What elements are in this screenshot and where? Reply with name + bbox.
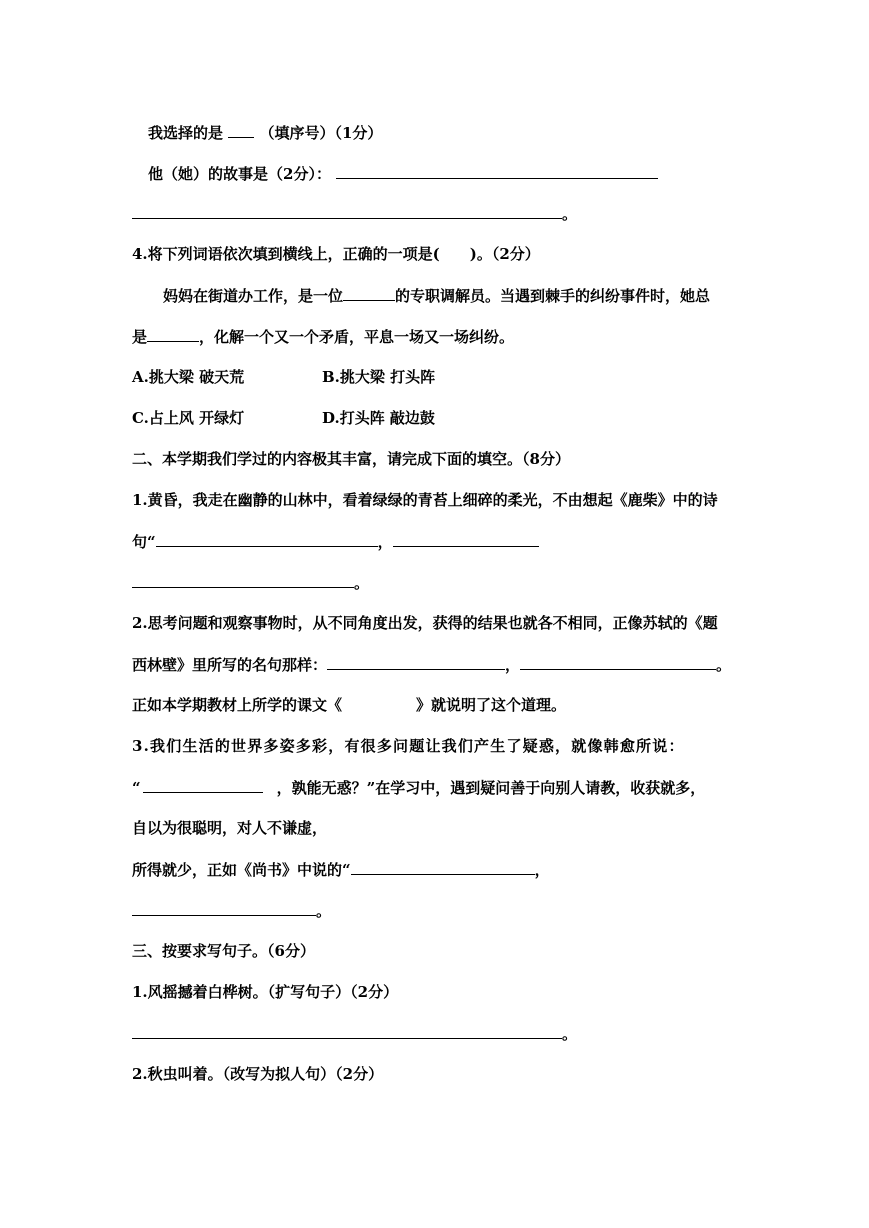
s2-q3-line-3: 自以为很聪明，对人不谦虚， <box>132 819 328 837</box>
s2-q1-line-2 <box>132 531 539 552</box>
period: 。 <box>354 574 370 592</box>
s2-q1-blank-2[interactable] <box>393 531 539 547</box>
period: 。 <box>562 1025 578 1043</box>
s3-q1-blank[interactable] <box>132 1023 562 1039</box>
story-line <box>148 163 658 184</box>
s2-q2-pre: 西林壁》里所写的名句那样： <box>132 656 328 674</box>
q4-paragraph-1 <box>163 285 710 306</box>
story-blank-2[interactable] <box>132 203 562 219</box>
s2-q2-line-1: 2.思考问题和观察事物时，从不同角度出发，获得的结果也就各不相同，正像苏轼的《题 <box>132 614 718 632</box>
s2-q1-pre: 句“ <box>132 533 156 551</box>
s2-q3-blank-2[interactable] <box>351 859 535 875</box>
s2-q1-line-3 <box>132 572 369 593</box>
q4-option-d: D.打头阵 敲边鼓 <box>322 409 435 427</box>
choice-post: （填序号）（1分） <box>259 124 383 142</box>
s3-q1-answer <box>132 1023 577 1044</box>
q4-p1-post: 的专职调解员。当遇到棘手的纠纷事件时，她总 <box>395 287 711 305</box>
s2-q1-blank-1[interactable] <box>156 531 378 547</box>
s2-q3-blank-3[interactable] <box>132 900 316 916</box>
q4-blank-2[interactable] <box>147 326 199 342</box>
s2-q2-blank-2[interactable] <box>520 654 716 670</box>
story-blank-1[interactable] <box>336 163 658 179</box>
section-3-title: 三、按要求写句子。（6分） <box>132 942 315 960</box>
section-2-title: 二、本学期我们学过的内容极其丰富，请完成下面的填空。（8分） <box>132 450 570 468</box>
s2-q3-line4-post: ， <box>534 861 550 879</box>
q4-option-a: A.挑大梁 破天荒 <box>132 368 245 386</box>
s2-q3-line2-post: ，孰能无惑？”在学习中，遇到疑问善于向别人请教，收获就多， <box>276 779 706 797</box>
story-line-2 <box>132 203 577 224</box>
comma: ， <box>505 656 521 674</box>
s2-q3-line-2 <box>132 777 705 798</box>
s2-q1-blank-3[interactable] <box>132 572 354 588</box>
q4-option-b: B.挑大梁 打头阵 <box>322 368 436 386</box>
s2-q1-line-1: 1.黄昏，我走在幽静的山林中，看着绿绿的青苔上细碎的柔光，不由想起《鹿柴》中的诗 <box>132 491 718 509</box>
s2-q3-blank-1[interactable] <box>143 777 263 793</box>
s3-q1: 1.风摇撼着白桦树。（扩写句子）（2分） <box>132 983 399 1001</box>
comma: ， <box>377 533 393 551</box>
q4-option-c: C.占上风 开绿灯 <box>132 409 245 427</box>
s2-q2-blank-1[interactable] <box>327 654 505 670</box>
period: 。 <box>716 656 732 674</box>
q4-p2-pre: 是 <box>132 328 148 346</box>
s2-q3-line-4 <box>132 859 550 880</box>
s2-q3-line-1: 3.我们生活的世界多姿多彩，有很多问题让我们产生了疑惑，就像韩愈所说： <box>132 737 685 755</box>
s2-q2-line-3 <box>132 695 566 715</box>
s2-q3-quote-open: “ <box>132 779 141 797</box>
q4-paragraph-2 <box>132 326 514 347</box>
s3-q2: 2.秋虫叫着。（改写为拟人句）（2分） <box>132 1065 384 1083</box>
choice-pre: 我选择的是 <box>148 124 224 142</box>
q4-blank-1[interactable] <box>343 285 395 301</box>
period: 。 <box>316 902 332 920</box>
s2-q2-line3-pre: 正如本学期教材上所学的课文《 <box>132 696 343 714</box>
q4-title: 4.将下列词语依次填到横线上，正确的一项是( )。（2分） <box>132 245 540 263</box>
s2-q2-line3-post: 》就说明了这个道理。 <box>416 696 567 714</box>
q4-p1-pre: 妈妈在街道办工作，是一位 <box>163 287 344 305</box>
story-label: 他（她）的故事是（2分）： <box>148 165 331 183</box>
q4-p2-post: ，化解一个又一个矛盾，平息一场又一场纠纷。 <box>199 328 515 346</box>
s2-q2-line-2 <box>132 654 731 675</box>
s2-q3-line-5 <box>132 900 331 921</box>
choice-line <box>148 122 382 143</box>
s2-q3-line4-pre: 所得就少，正如《尚书》中说的“ <box>132 861 351 879</box>
period: 。 <box>562 205 578 223</box>
choice-blank[interactable] <box>228 122 254 138</box>
